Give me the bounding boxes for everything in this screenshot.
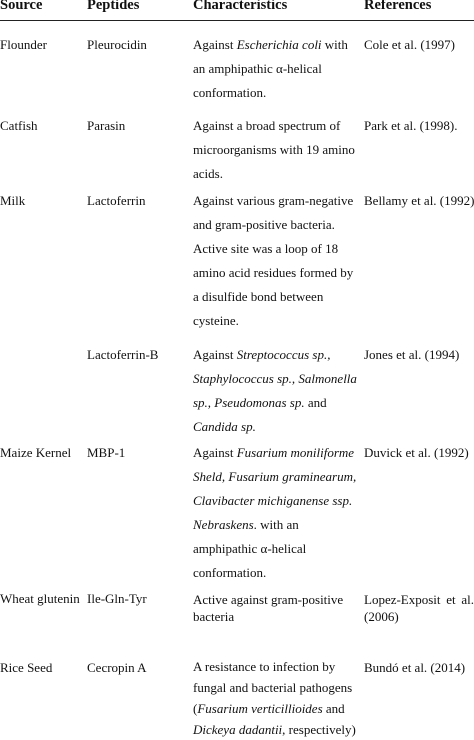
row-5-source: Maize Kernel	[0, 445, 72, 460]
table-header-row	[0, 0, 474, 19]
row-5-characteristics: Against Fusarium moniliforme Sheld, Fusarium graminearum, Clavibacter michiganense ssp. Nebraskens. with an amphipathic α-helical conformation.	[193, 445, 357, 580]
row-7-characteristics: A resistance to infection by fungal and bacterial pathogens (Fusarium verticillioides and Dickeya dadantii, respectively)	[193, 659, 356, 737]
header-rule	[0, 20, 474, 21]
row-7-peptide: Cecropin A	[87, 660, 147, 675]
row-5-peptide: MBP-1	[87, 445, 126, 460]
row-6-source: Wheat glutenin	[0, 591, 80, 606]
row-2-source: Catfish	[0, 118, 38, 133]
row-6-characteristics: Active against gram-positive bacteria	[193, 592, 344, 624]
row-1-peptide: Pleurocidin	[87, 37, 147, 52]
row-4-characteristics: Against Streptococcus sp., Staphylococcus sp., Salmonella sp., Pseudomonas sp. and Candida sp.	[193, 347, 357, 434]
row-2-characteristics: Against a broad spectrum of microorganisms with 19 amino acids.	[193, 118, 355, 181]
row-1-characteristics: Against Escherichia coli with an amphipathic α-helical conformation.	[193, 37, 348, 100]
row-3-peptide: Lactoferrin	[87, 193, 146, 208]
row-1-reference: Cole et al. (1997)	[364, 37, 455, 52]
header-source: Source	[0, 0, 43, 13]
row-7-reference: Bundó et al. (2014)	[364, 660, 466, 675]
row-7-source: Rice Seed	[0, 660, 53, 675]
row-2-peptide: Parasin	[87, 118, 126, 133]
row-6-peptide: Ile-Gln-Tyr	[87, 591, 147, 606]
row-3-reference: Bellamy et al. (1992)	[364, 193, 474, 208]
header-references: References	[364, 0, 432, 13]
row-6-reference: Lopez-Exposit et al. (2006)	[364, 592, 474, 624]
header-characteristics: Characteristics	[193, 0, 288, 13]
row-4-peptide: Lactoferrin-B	[87, 347, 159, 362]
row-3-source: Milk	[0, 193, 26, 208]
row-4-reference: Jones et al. (1994)	[364, 347, 460, 362]
row-1-source: Flounder	[0, 37, 47, 52]
row-2-reference: Park et al. (1998).	[364, 118, 458, 133]
row-3-characteristics: Against various gram-negative and gram-positive bacteria. Active site was a loop of 18 amino acid residues formed by a disulfide bond between cysteine.	[193, 193, 354, 328]
header-peptides: Peptides	[87, 0, 140, 13]
row-5-reference: Duvick et al. (1992)	[364, 445, 469, 460]
